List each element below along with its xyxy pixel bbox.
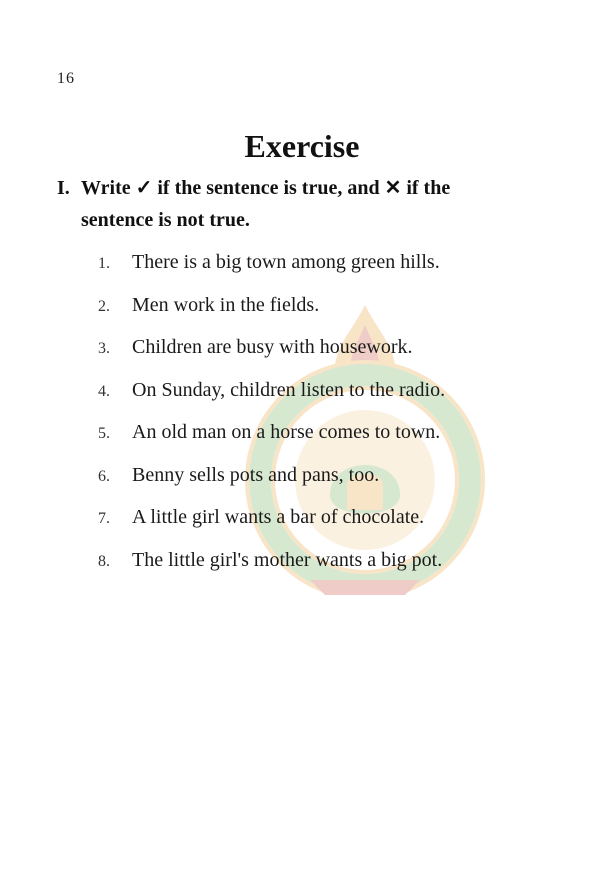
item-number: 5.: [98, 425, 110, 442]
list-item: [98, 459, 568, 502]
item-number: 6.: [98, 467, 110, 485]
list-item: [98, 374, 568, 417]
item-number: 1.: [98, 255, 110, 272]
instruction-numeral: I.: [57, 177, 70, 199]
list-item: [98, 416, 568, 459]
instruction-line-1: [57, 172, 567, 204]
instruction: [57, 172, 567, 236]
list-item: [98, 331, 568, 374]
instruction-text-1: Write ✓ if the sentence is true, and ✕ if the: [81, 177, 451, 199]
item-text: Men work in the fields.: [132, 293, 320, 316]
list-item: [98, 544, 568, 587]
item-text: The little girl's mother wants a big pot.: [132, 548, 443, 571]
item-number: 2.: [98, 297, 110, 315]
item-number: 8.: [98, 552, 110, 570]
item-text: On Sunday, children listen to the radio.: [132, 378, 446, 401]
instruction-line-2: sentence is not true.: [81, 209, 250, 231]
item-text: There is a big town among green hills.: [132, 251, 440, 273]
item-text: An old man on a horse comes to town.: [132, 421, 441, 443]
item-number: 3.: [98, 340, 110, 357]
item-text: Children are busy with housework.: [132, 336, 413, 358]
item-number: 4.: [98, 382, 110, 400]
exercise-list: [98, 246, 568, 586]
item-number: 7.: [98, 510, 110, 527]
list-item: [98, 246, 568, 289]
item-text: Benny sells pots and pans, too.: [132, 463, 380, 486]
page-title: Exercise: [244, 128, 360, 164]
page-number: 16: [57, 70, 75, 87]
item-text: A little girl wants a bar of chocolate.: [132, 506, 425, 528]
list-item: [98, 501, 568, 544]
list-item: [98, 289, 568, 332]
